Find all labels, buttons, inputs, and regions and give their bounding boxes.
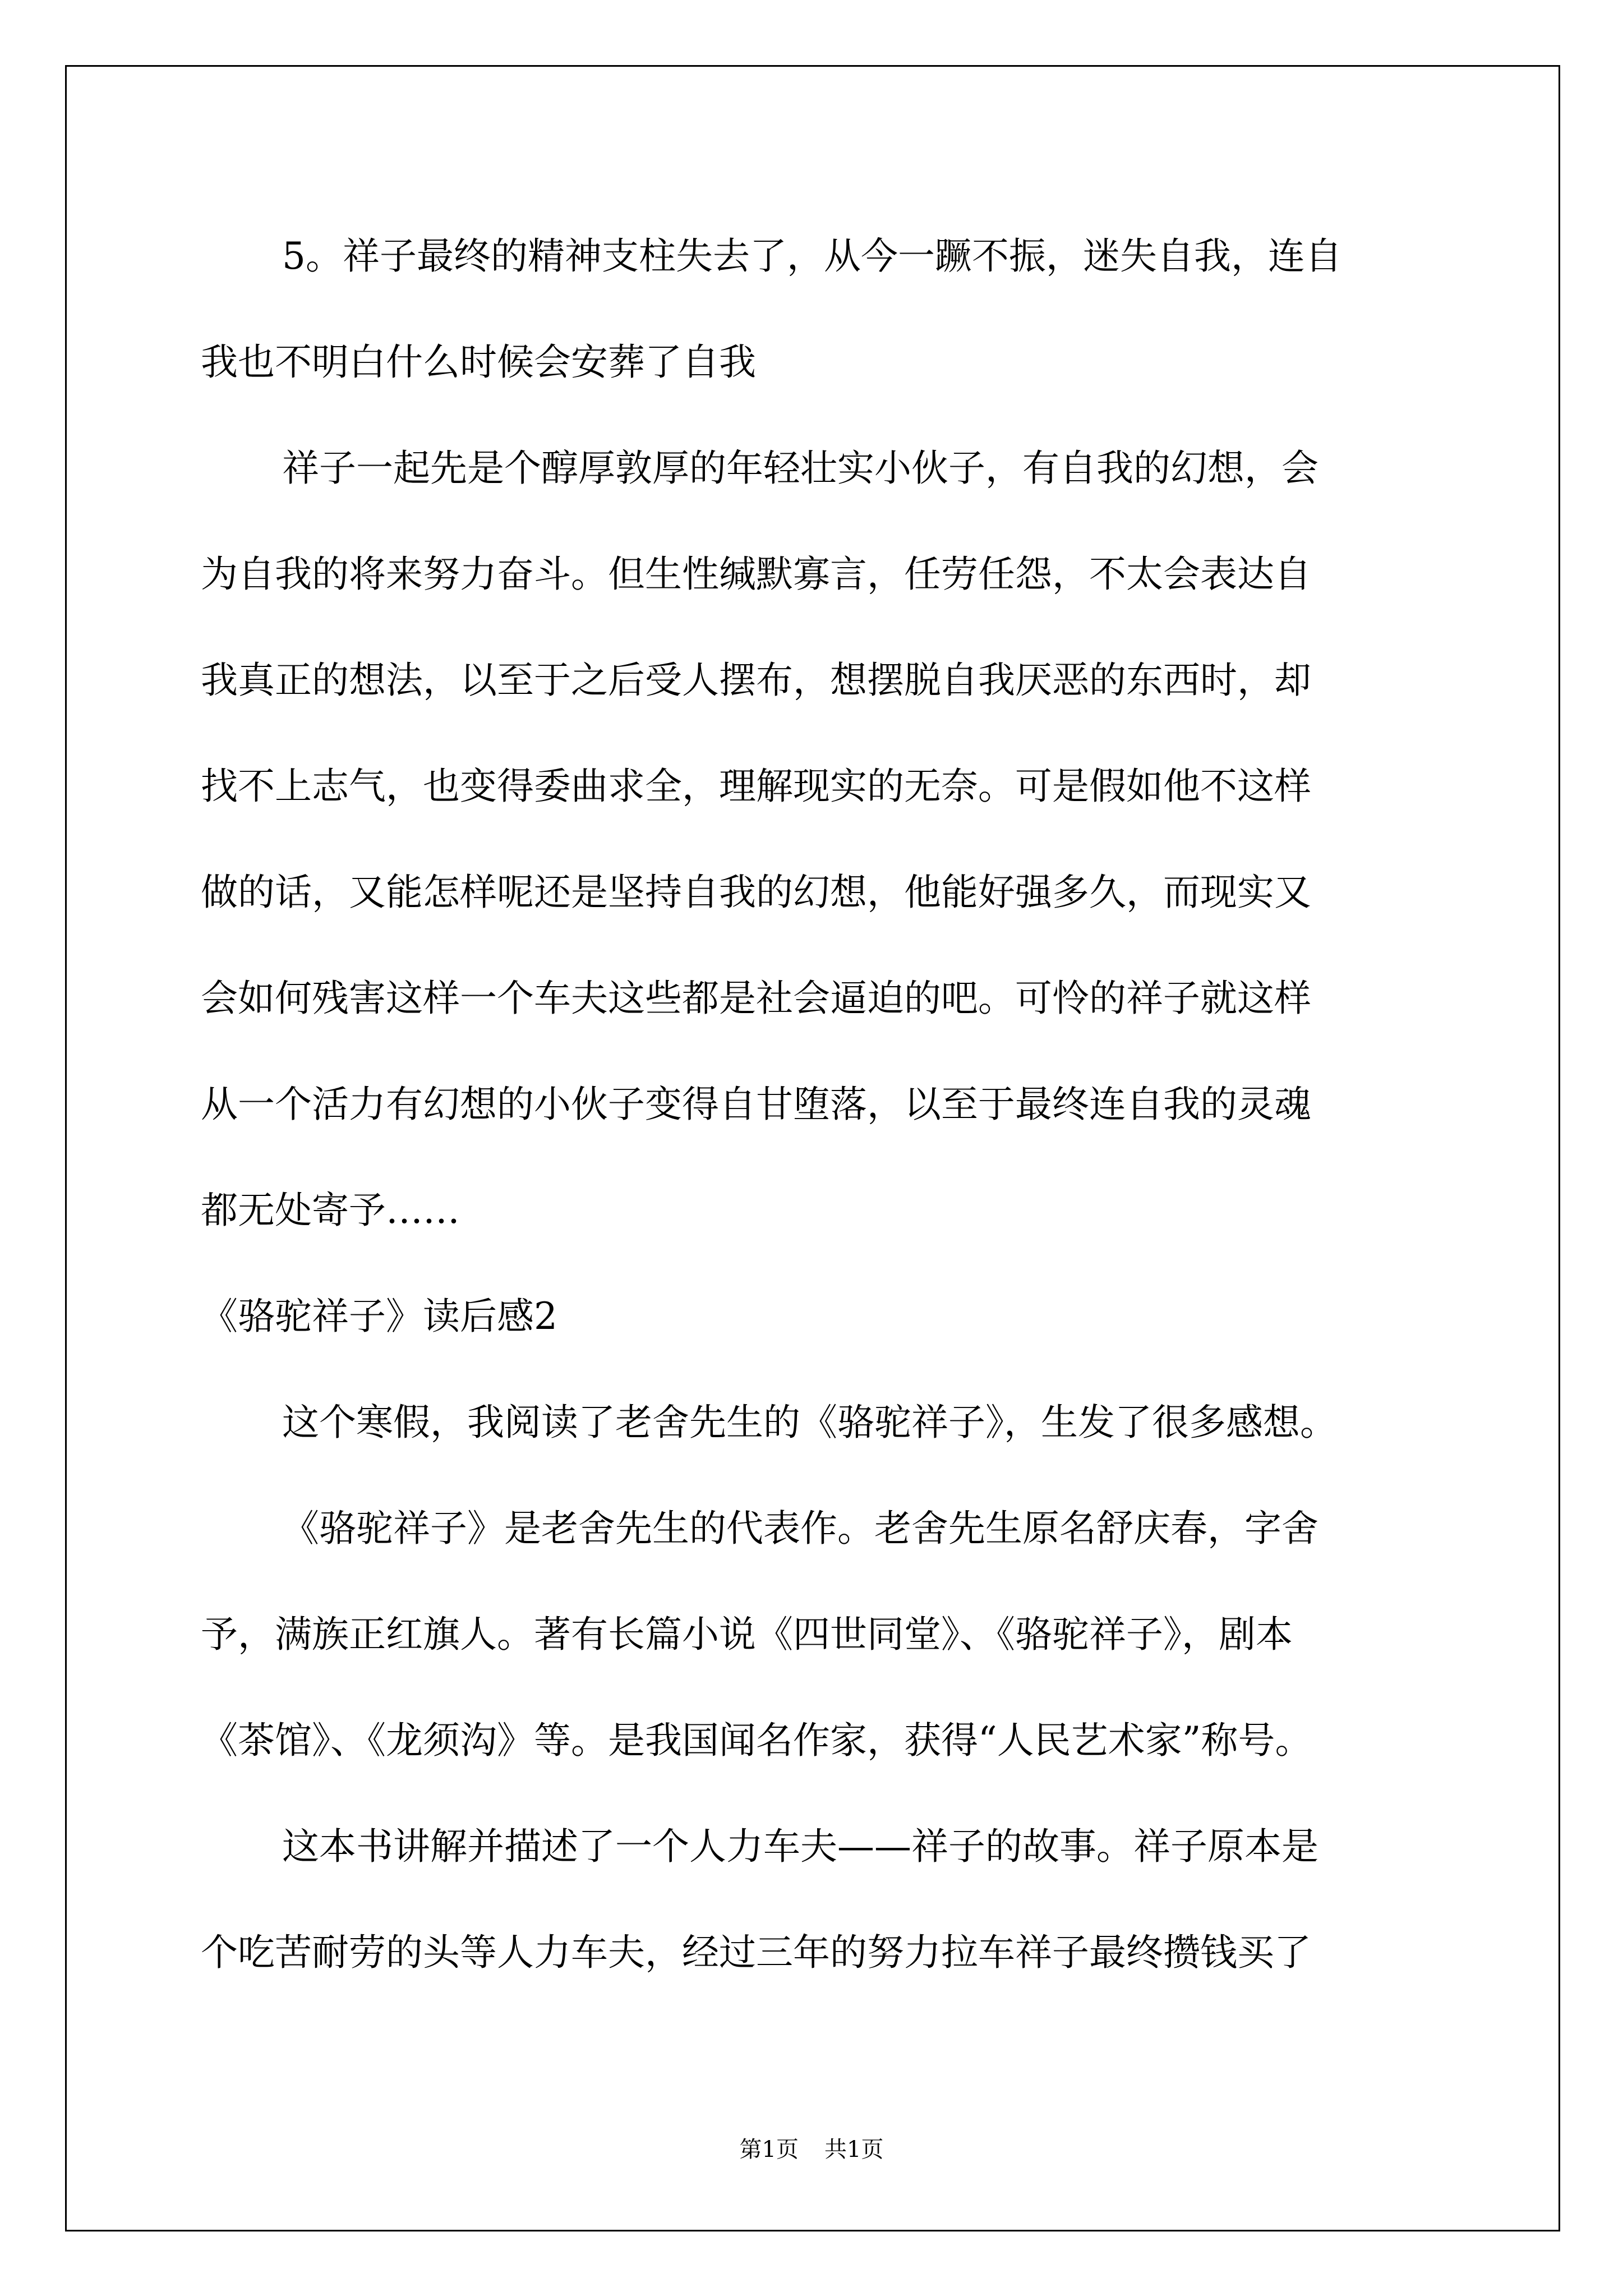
page-total: 共1页 — [824, 2137, 884, 2162]
text-line: 《茶馆》、《龙须沟》等。是我国闻名作家，获得“人民艺术家”称号。 — [201, 1719, 1312, 1762]
text-line: 都无处寄予…… — [201, 1189, 460, 1232]
text-line: 从一个活力有幻想的小伙子变得自甘堕落，以至于最终连自我的灵魂 — [201, 1083, 1311, 1126]
text-line: 祥子一起先是个醇厚敦厚的年轻壮实小伙子，有自我的幻想，会 — [282, 447, 1318, 490]
text-line: 找不上志气，也变得委曲求全，理解现实的无奈。可是假如他不这样 — [201, 765, 1311, 808]
page-footer — [0, 2132, 1623, 2164]
page-number: 第1页 — [739, 2137, 799, 2162]
text-line: 《骆驼祥子》是老舍先生的代表作。老舍先生原名舒庆春，字舍 — [282, 1507, 1318, 1550]
heading-text: 《骆驼祥子》读后感2 — [201, 1295, 557, 1338]
text-line: 这本书讲解并描述了一个人力车夫——祥子的故事。祥子原本是 — [282, 1825, 1318, 1868]
text-line: 这个寒假，我阅读了老舍先生的《骆驼祥子》，生发了很多感想。 — [282, 1401, 1337, 1444]
text-line: 做的话，又能怎样呢还是坚持自我的幻想，他能好强多久，而现实又 — [201, 871, 1311, 914]
paragraph-5 — [201, 1793, 1423, 2005]
paragraph-3 — [201, 1369, 1423, 1475]
section-heading — [201, 1263, 1423, 1369]
text-line: 5。祥子最终的精神支柱失去了，从今一蹶不振，迷失自我，连自 — [282, 234, 1342, 278]
paragraph-1 — [201, 203, 1423, 415]
paragraph-2 — [201, 415, 1423, 1263]
text-line: 我也不明白什么时候会安葬了自我 — [201, 341, 756, 384]
text-line: 会如何残害这样一个车夫这些都是社会逼迫的吧。可怜的祥子就这样 — [201, 977, 1311, 1020]
paragraph-4 — [201, 1475, 1423, 1793]
text-line: 为自我的将来努力奋斗。但生性缄默寡言，任劳任怨，不太会表达自 — [201, 553, 1311, 596]
text-line: 予，满族正红旗人。著有长篇小说《四世同堂》、《骆驼祥子》，剧本 — [201, 1613, 1293, 1656]
text-line: 个吃苦耐劳的头等人力车夫，经过三年的努力拉车祥子最终攒钱买了 — [201, 1931, 1311, 1974]
text-line: 我真正的想法，以至于之后受人摆布，想摆脱自我厌恶的东西时，却 — [201, 659, 1311, 702]
